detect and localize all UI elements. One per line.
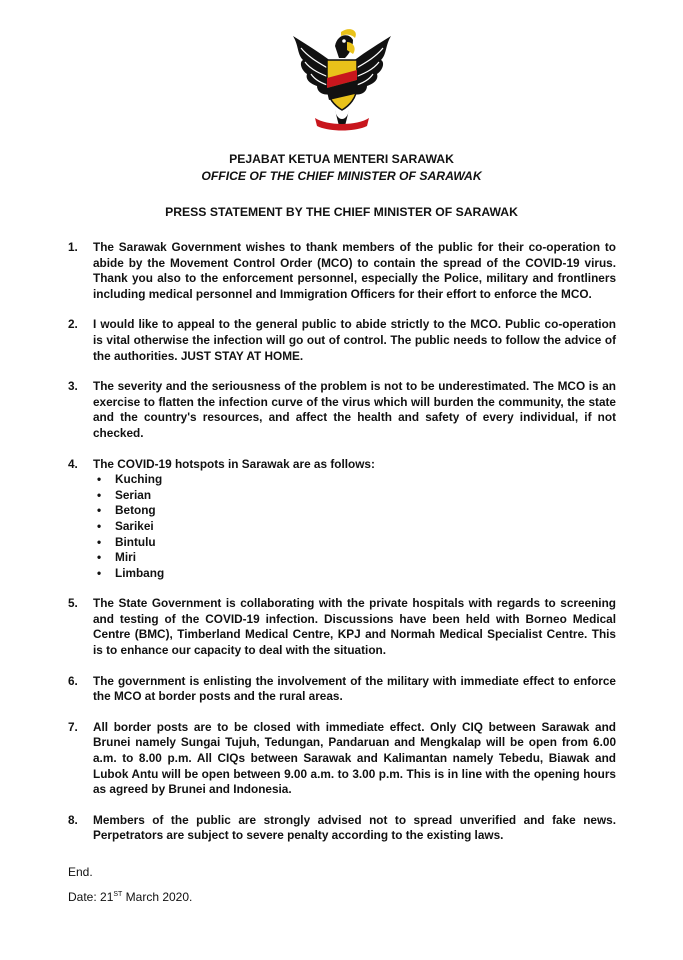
list-item: • Limbang xyxy=(93,566,616,582)
list-item: • Bintulu xyxy=(93,535,616,551)
statement-item-8: 8. Members of the public are strongly advised not to spread unverified and fake news. Perpetrators are subject to severe penalty according to the existing laws. xyxy=(68,812,616,843)
list-item: • Serian xyxy=(93,488,616,504)
statement-date: Date: 21ST March 2020. xyxy=(68,890,193,904)
list-item: • Miri xyxy=(93,550,616,566)
statement-item-1: 1. The Sarawak Government wishes to thank members of the public for their co-operation to abide by the Movement Control Order (MCO) to contain the spread of the COVID-19 virus. Thank you also to the enforcement personnel, especially the Police, military and frontliners including medical personnel and Immigration Officers for their effort to enforce the MCO. xyxy=(68,240,616,301)
list-item: • Kuching xyxy=(93,472,616,488)
list-item: • Sarikei xyxy=(93,519,616,535)
office-name-english: OFFICE OF THE CHIEF MINISTER OF SARAWAK xyxy=(201,169,482,183)
office-name-malay: PEJABAT KETUA MENTERI SARAWAK xyxy=(229,152,454,166)
hotspot-list xyxy=(93,472,616,581)
end-marker: End. xyxy=(68,865,93,879)
statement-title: PRESS STATEMENT BY THE CHIEF MINISTER OF SARAWAK xyxy=(165,205,518,219)
sarawak-crest-icon xyxy=(291,26,393,136)
statement-item-4: 4. The COVID-19 hotspots in Sarawak are as follows: • Kuching • Serian • Betong • Sarikei • Bintulu • Miri • Limbang xyxy=(68,457,616,582)
statement-item-7: 7. All border posts are to be closed with immediate effect. Only CIQ between Sarawak and Brunei namely Sungai Tujuh, Tedungan, Pandaruan and Mengkalap will be open from 6.00 a.m. to 8.00 p.m. All CIQs between Sarawak and Kalimantan namely Tebedu, Biawak and Lubok Antu will be open between 9.00 a.m. to 3.00 p.m. This is in line with the opening hours as agreed by Brunei and Indonesia. xyxy=(68,719,616,797)
statement-item-6: 6. The government is enlisting the involvement of the military with immediate effect to enforce the MCO at border posts and the rural areas. xyxy=(68,673,616,704)
list-item: • Betong xyxy=(93,503,616,519)
statement-item-5: 5. The State Government is collaborating with the private hospitals with regards to screening and testing of the COVID-19 infection. Discussions have been held with Borneo Medical Centre (BMC), Timberland Medical Centre, KPJ and Normah Medical Specialist Centre. This is to enhance our capacity to deal with the situation. xyxy=(68,596,616,658)
statement-item-2: 2. I would like to appeal to the general public to abide strictly to the MCO. Public co-operation is vital otherwise the infection will go out of control. The public needs to follow the advice of the authorities. JUST STAY AT HOME. xyxy=(68,317,616,363)
office-header xyxy=(0,151,683,185)
statement-items xyxy=(68,240,616,859)
statement-item-3: 3. The severity and the seriousness of the problem is not to be underestimated. The MCO is an exercise to flatten the infection curve of the virus which will burden the community, the state and the country's resources, and affect the health and safety of every individual, if not checked. xyxy=(68,379,616,440)
